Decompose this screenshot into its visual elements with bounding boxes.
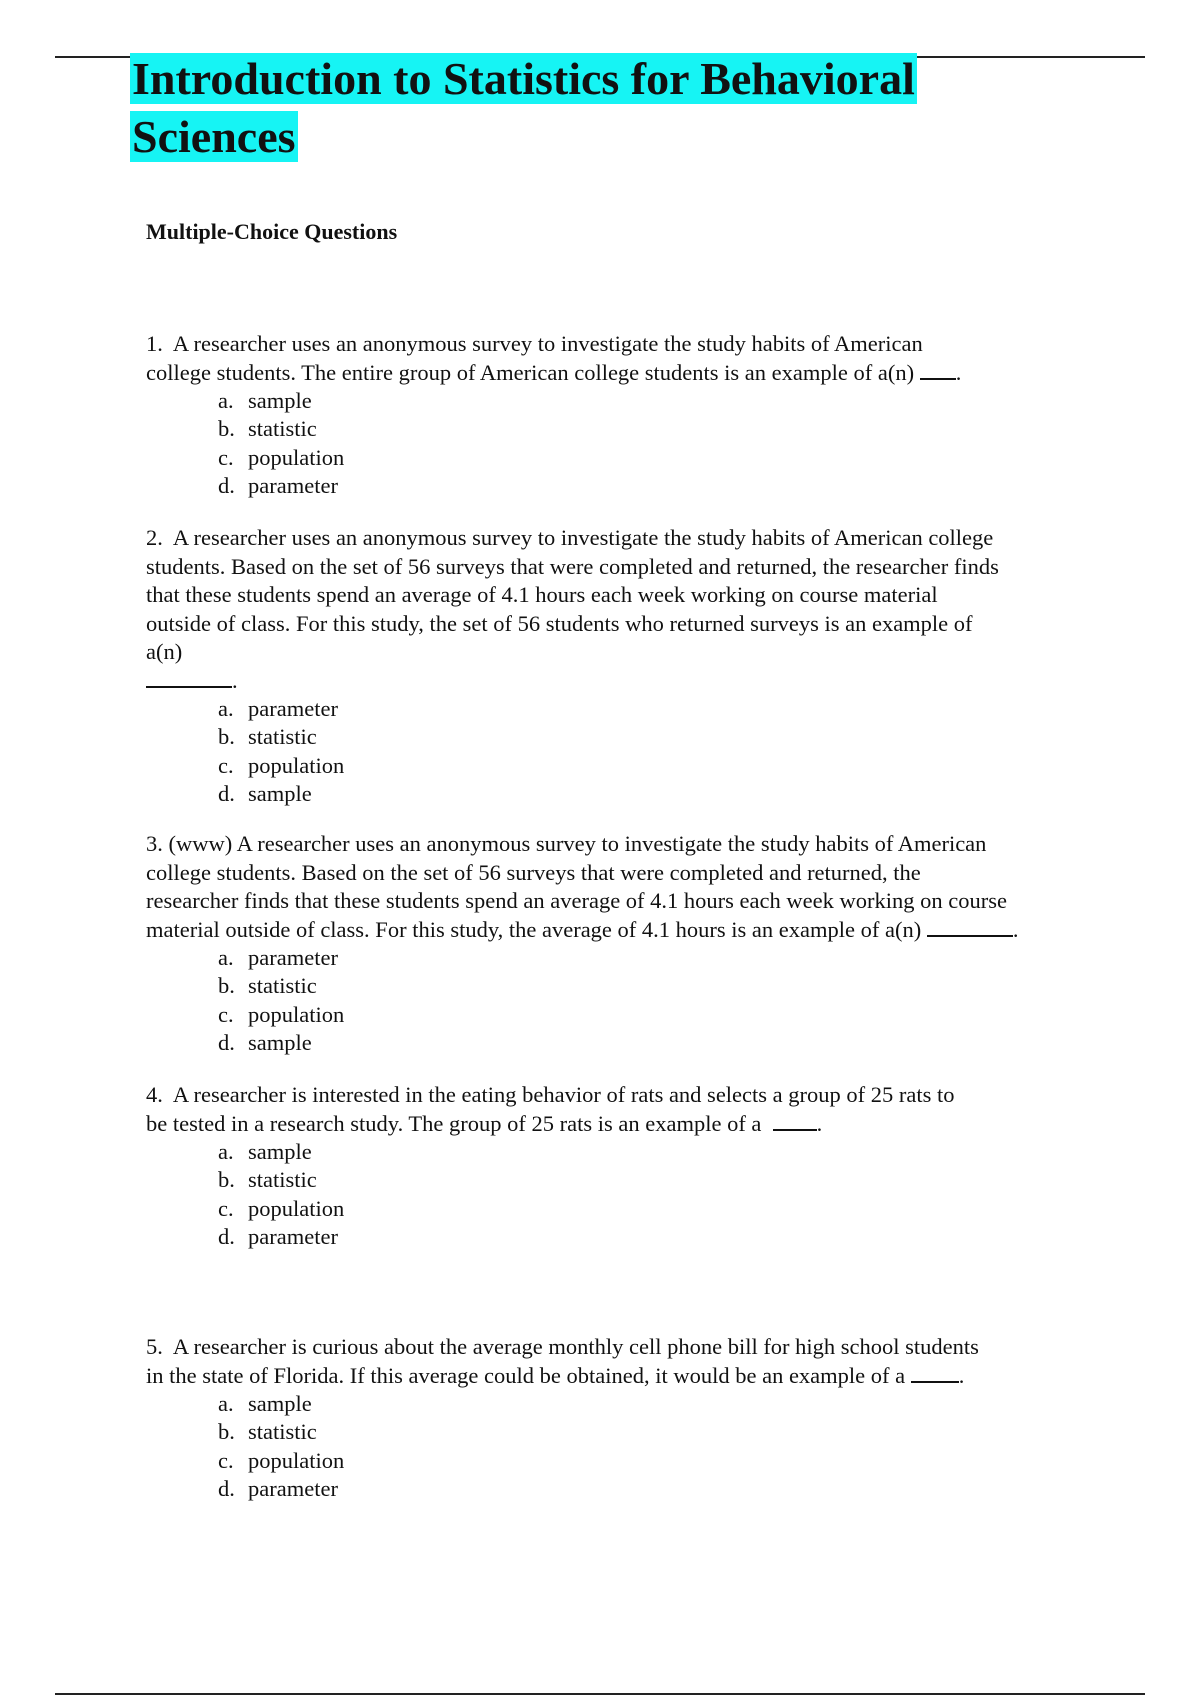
stem-line: A researcher is interested in the eating behavior of rats and selects a group of 25 rats to <box>172 1082 955 1107</box>
option-letter: a. <box>218 1391 234 1416</box>
option-a <box>218 1390 1076 1418</box>
answer-blank <box>927 917 1013 937</box>
option-letter: c. <box>218 444 234 470</box>
option-c <box>218 1001 1076 1029</box>
option-text: parameter <box>248 945 338 970</box>
option-text: population <box>248 444 345 470</box>
option-text: statistic <box>248 416 317 442</box>
option-letter: d. <box>218 1029 235 1055</box>
stem-line: material outside of class. For this study, the average of 4.1 hours is an example of a(n) <box>146 916 922 942</box>
option-letter: c. <box>218 752 234 778</box>
option-a <box>218 695 1076 723</box>
question-stem <box>146 524 1076 695</box>
stem-line: A researcher uses an anonymous survey to investigate the study habits of American college <box>172 525 994 550</box>
answer-blank <box>773 1111 817 1131</box>
option-text: population <box>248 1001 345 1027</box>
option-text: statistic <box>248 1419 317 1445</box>
option-letter: a. <box>218 696 234 721</box>
stem-line: college students. The entire group of American college students is an example of a(n) <box>146 359 915 385</box>
question-number: 2. <box>146 525 163 550</box>
option-text: sample <box>248 1391 312 1416</box>
title-line-2: Sciences <box>132 111 296 162</box>
stem-line: a(n) <box>146 639 183 664</box>
question-stem <box>146 1333 1076 1390</box>
option-letter: b. <box>218 973 235 999</box>
option-d <box>218 1223 1076 1251</box>
option-text: sample <box>248 780 312 806</box>
question-number: 1. <box>146 331 163 356</box>
option-b <box>218 972 1076 1000</box>
option-text: statistic <box>248 724 317 750</box>
option-letter: d. <box>218 1223 235 1249</box>
option-b <box>218 1418 1076 1446</box>
question-5 <box>146 1333 1076 1503</box>
option-letter: d. <box>218 780 235 806</box>
option-d <box>218 1475 1076 1503</box>
question-number: 4. <box>146 1082 163 1107</box>
option-letter: b. <box>218 416 235 442</box>
option-letter: c. <box>218 1001 234 1027</box>
question-2 <box>146 524 1076 808</box>
end-punct: . <box>816 1110 823 1136</box>
stem-line: researcher finds that these students spend an average of 4.1 hours each week working on course <box>146 888 1007 913</box>
option-c <box>218 1195 1076 1223</box>
option-text: parameter <box>248 472 338 498</box>
option-text: population <box>248 1195 345 1221</box>
stem-line: be tested in a research study. The group of 25 rats is an example of a <box>146 1110 762 1136</box>
option-text: population <box>248 752 345 778</box>
option-letter: a. <box>218 945 234 970</box>
option-d <box>218 780 1076 808</box>
answer-blank <box>920 360 956 380</box>
end-punct: . <box>958 1362 965 1388</box>
option-letter: a. <box>218 1139 234 1164</box>
option-a <box>218 944 1076 972</box>
stem-line: college students. Based on the set of 56 surveys that were completed and returned, the <box>146 859 921 885</box>
stem-line: students. Based on the set of 56 surveys that were completed and returned, the researcher finds <box>146 553 999 579</box>
stem-line: in the state of Florida. If this average could be obtained, it would be an example of a <box>146 1362 906 1388</box>
option-text: parameter <box>248 696 338 721</box>
bottom-rule <box>55 1693 1145 1695</box>
stem-line: (www) A researcher uses an anonymous survey to investigate the study habits of American <box>168 831 987 856</box>
option-letter: a. <box>218 388 234 413</box>
question-number: 3. <box>146 831 163 856</box>
stem-line: outside of class. For this study, the set of 56 students who returned surveys is an example of <box>146 610 973 636</box>
section-heading: Multiple-Choice Questions <box>146 219 398 244</box>
option-a <box>218 1138 1076 1166</box>
end-punct: . <box>955 359 962 385</box>
options-list <box>146 944 1076 1057</box>
option-text: sample <box>248 1139 312 1164</box>
option-c <box>218 444 1076 472</box>
option-letter: b. <box>218 724 235 750</box>
option-letter: c. <box>218 1195 234 1221</box>
answer-blank <box>911 1363 959 1383</box>
option-text: sample <box>248 388 312 413</box>
stem-line: A researcher uses an anonymous survey to investigate the study habits of American <box>172 331 923 356</box>
option-letter: d. <box>218 472 235 498</box>
document-title <box>130 50 917 166</box>
option-text: parameter <box>248 1223 338 1249</box>
question-stem <box>146 330 1076 387</box>
options-list <box>146 1138 1076 1251</box>
options-list <box>146 387 1076 500</box>
option-letter: b. <box>218 1419 235 1445</box>
stem-line: A researcher is curious about the average monthly cell phone bill for high school students <box>172 1334 979 1359</box>
question-3 <box>146 830 1076 1057</box>
stem-line: that these students spend an average of 4.1 hours each week working on course material <box>146 582 938 607</box>
answer-blank <box>146 668 232 688</box>
option-text: statistic <box>248 1167 317 1193</box>
option-text: parameter <box>248 1475 338 1501</box>
end-punct: . <box>232 667 238 693</box>
option-d <box>218 1029 1076 1057</box>
question-4 <box>146 1081 1076 1251</box>
end-punct: . <box>1012 916 1019 942</box>
option-text: statistic <box>248 973 317 999</box>
option-b <box>218 723 1076 751</box>
option-text: population <box>248 1447 345 1473</box>
option-c <box>218 752 1076 780</box>
option-d <box>218 472 1076 500</box>
option-letter: b. <box>218 1167 235 1193</box>
question-stem <box>146 1081 1076 1138</box>
option-text: sample <box>248 1029 312 1055</box>
question-number: 5. <box>146 1334 163 1359</box>
option-letter: c. <box>218 1447 234 1473</box>
option-b <box>218 1166 1076 1194</box>
option-letter: d. <box>218 1475 235 1501</box>
options-list <box>146 695 1076 808</box>
option-c <box>218 1447 1076 1475</box>
options-list <box>146 1390 1076 1503</box>
option-b <box>218 415 1076 443</box>
question-stem <box>146 830 1076 944</box>
question-1 <box>146 330 1076 500</box>
option-a <box>218 387 1076 415</box>
title-line-1: Introduction to Statistics for Behavioral <box>132 53 915 104</box>
